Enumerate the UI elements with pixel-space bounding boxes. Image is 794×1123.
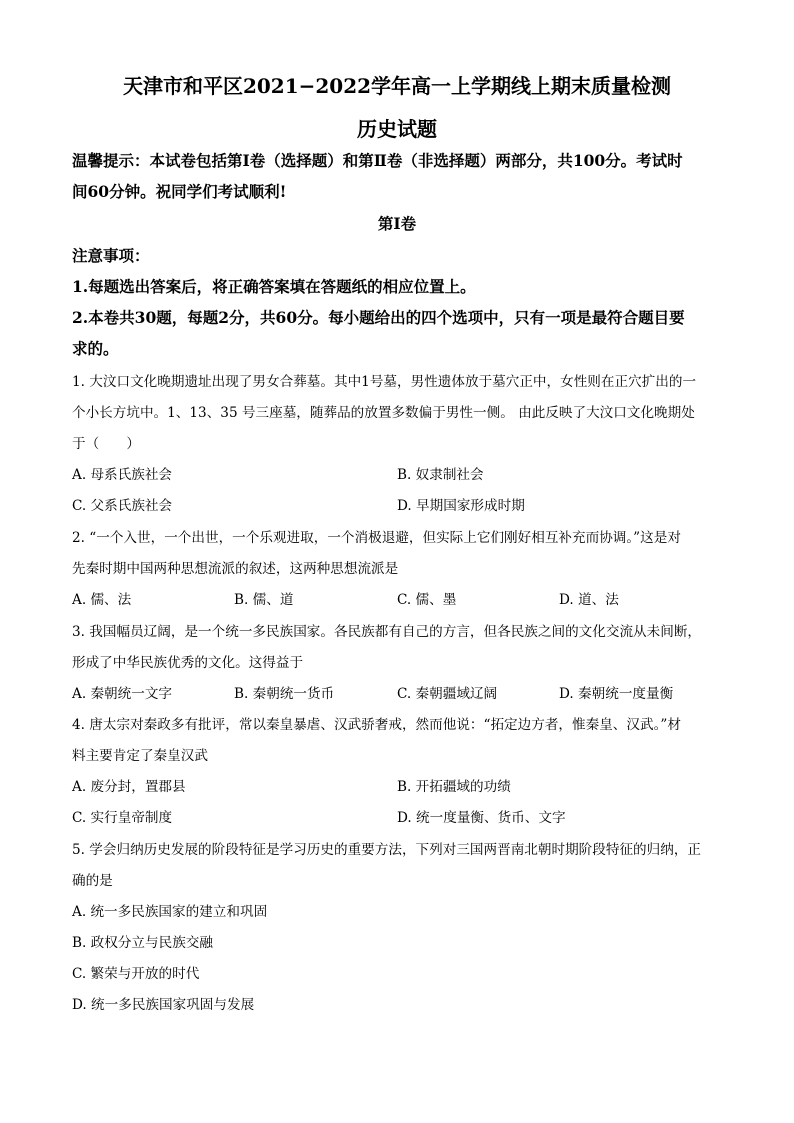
question-3-option-d[interactable]: D. 秦朝统一度量衡 <box>559 686 674 702</box>
question-1-option-b[interactable]: B. 奴隶制社会 <box>397 467 484 483</box>
question-4-stem-line: 料主要肯定了秦皇汉武 <box>72 748 208 764</box>
question-3-stem-line: 形成了中华民族优秀的文化。这得益于 <box>72 655 304 671</box>
question-1-stem-line: 1. 大汶口文化晚期遗址出现了男女合葬墓。其中1号墓，男性遗体放于墓穴正中，女性则在正穴扩出的一 <box>72 374 697 390</box>
section-title: 第Ⅰ卷 <box>377 214 417 233</box>
question-4-option-d[interactable]: D. 统一度量衡、货币、文字 <box>397 810 566 826</box>
question-5-option-a[interactable]: A. 统一多民族国家的建立和巩固 <box>72 904 268 920</box>
instruction-item-2: 2.本卷共30题，每题2分，共60分。每小题给出的四个选项中，只有一项是最符合题目要 <box>72 308 685 327</box>
question-3-option-b[interactable]: B. 秦朝统一货币 <box>234 686 335 702</box>
exam-title: 天津市和平区2021−2022学年高一上学期线上期末质量检测 <box>122 74 672 98</box>
question-4-option-a[interactable]: A. 废分封，置郡县 <box>72 779 186 795</box>
question-1-stem-line: 个小长方坑中。1、13、35 号三座墓，随葬品的放置多数偏于男性一侧。 由此反映了大汶口文化晚期处 <box>72 405 695 421</box>
question-1-option-d[interactable]: D. 早期国家形成时期 <box>397 498 525 514</box>
question-2-option-c[interactable]: C. 儒、墨 <box>397 592 457 608</box>
notice-line-2: 间60分钟。祝同学们考试顺利! <box>72 182 287 201</box>
question-5-stem-line: 确的是 <box>72 873 113 889</box>
question-1-option-a[interactable]: A. 母系氏族社会 <box>72 467 173 483</box>
notice-line-1: 温馨提示：本试卷包括第Ⅰ卷（选择题）和第Ⅱ卷（非选择题）两部分，共100分。考试时 <box>72 151 683 170</box>
question-4-stem-line: 4. 唐太宗对秦政多有批评，常以秦皇暴虐、汉武骄奢戒，然而他说：“拓定边方者，惟秦皇、汉武。”材 <box>72 717 681 733</box>
question-5-stem-line: 5. 学会归纳历史发展的阶段特征是学习历史的重要方法，下列对三国两晋南北朝时期阶段特征的归纳，正 <box>72 842 702 858</box>
question-5-option-d[interactable]: D. 统一多民族国家巩固与发展 <box>72 997 255 1013</box>
instruction-item-3: 求的。 <box>72 339 119 358</box>
question-3-stem-line: 3. 我国幅员辽阔，是一个统一多民族国家。各民族都有自己的方言，但各民族之间的文化交流从未间断， <box>72 624 702 640</box>
exam-subtitle: 历史试题 <box>357 117 437 141</box>
question-3-option-a[interactable]: A. 秦朝统一文字 <box>72 686 173 702</box>
question-5-option-c[interactable]: C. 繁荣与开放的时代 <box>72 966 200 982</box>
question-2-option-d[interactable]: D. 道、法 <box>559 592 619 608</box>
question-3-option-c[interactable]: C. 秦朝疆域辽阔 <box>397 686 498 702</box>
question-2-stem-line: 2. “一个入世，一个出世，一个乐观进取，一个消极退避，但实际上它们刚好相互补充而协调。”这是对 <box>72 530 681 546</box>
question-4-option-b[interactable]: B. 开拓疆域的功绩 <box>397 779 511 795</box>
instruction-item-1: 1.每题选出答案后，将正确答案填在答题纸的相应位置上。 <box>72 277 476 296</box>
question-2-stem-line: 先秦时期中国两种思想流派的叙述，这两种思想流派是 <box>72 561 399 577</box>
question-1-option-c[interactable]: C. 父系氏族社会 <box>72 498 173 514</box>
instructions-heading: 注意事项： <box>72 246 150 265</box>
question-5-option-b[interactable]: B. 政权分立与民族交融 <box>72 935 213 951</box>
question-4-option-c[interactable]: C. 实行皇帝制度 <box>72 810 173 826</box>
question-1-stem-line: 于（ ） <box>72 436 140 452</box>
question-2-option-b[interactable]: B. 儒、道 <box>234 592 294 608</box>
question-2-option-a[interactable]: A. 儒、法 <box>72 592 132 608</box>
